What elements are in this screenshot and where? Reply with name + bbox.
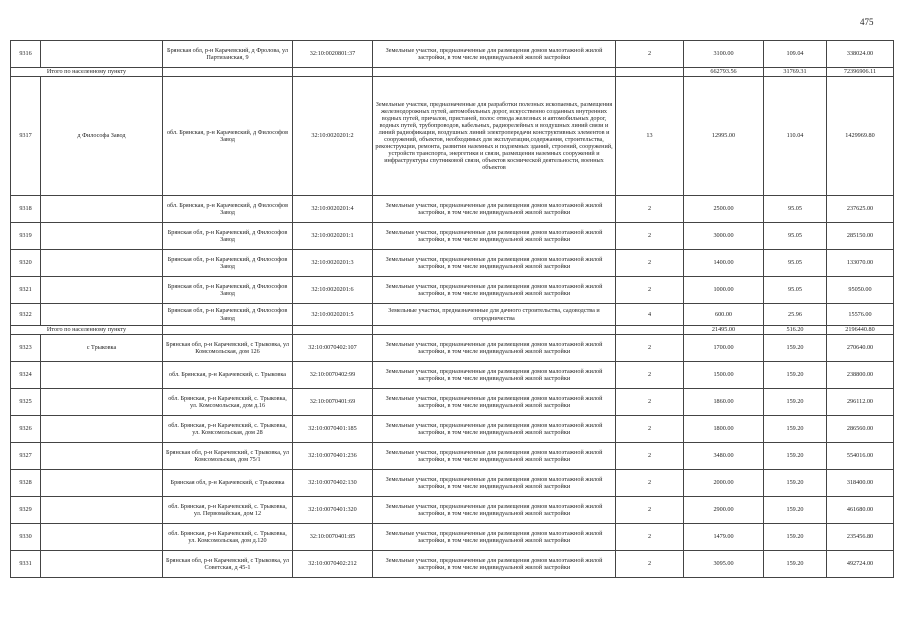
total-area-cell: 21495.00 bbox=[684, 326, 764, 335]
cadastral-number-cell: 32:10:0070401:185 bbox=[293, 416, 373, 443]
table-row bbox=[11, 551, 894, 578]
total-area-cell: 662793.56 bbox=[684, 68, 764, 77]
specific-value-cell: 95.05 bbox=[764, 277, 827, 304]
specific-value-cell: 159.20 bbox=[764, 362, 827, 389]
row-number-cell: 9323 bbox=[11, 335, 41, 362]
land-use-cell: Земельные участки, предназначенные для размещения домов малоэтажной жилой застройки, в том числе индивидуальной жилой застройки bbox=[373, 470, 616, 497]
land-use-cell: Земельные участки, предназначенные для размещения домов малоэтажной жилой застройки, в том числе индивидуальной жилой застройки bbox=[373, 335, 616, 362]
land-use-cell: Земельные участки, предназначенные для размещения домов малоэтажной жилой застройки, в том числе индивидуальной жилой застройки bbox=[373, 389, 616, 416]
land-use-cell: Земельные участки, предназначенные для размещения домов малоэтажной жилой застройки, в том числе индивидуальной жилой застройки bbox=[373, 196, 616, 223]
area-cell: 1000.00 bbox=[684, 277, 764, 304]
use-group-cell: 2 bbox=[616, 497, 684, 524]
use-group-cell: 2 bbox=[616, 41, 684, 68]
use-group-cell: 2 bbox=[616, 389, 684, 416]
use-group-cell: 2 bbox=[616, 196, 684, 223]
cadastral-value-cell: 318400.00 bbox=[827, 470, 894, 497]
specific-value-cell: 159.20 bbox=[764, 443, 827, 470]
cadastral-value-cell: 338024.00 bbox=[827, 41, 894, 68]
land-use-cell: Земельные участки, предназначенные для размещения домов малоэтажной жилой застройки, в том числе индивидуальной жилой застройки bbox=[373, 524, 616, 551]
specific-value-cell: 159.20 bbox=[764, 551, 827, 578]
table-row bbox=[11, 223, 894, 250]
cadastral-value-cell: 133070.00 bbox=[827, 250, 894, 277]
use-group-cell: 4 bbox=[616, 304, 684, 326]
use-group-cell: 2 bbox=[616, 416, 684, 443]
total-rate-cell: 516.20 bbox=[764, 326, 827, 335]
cadastral-number-cell: 32:10:0070402:107 bbox=[293, 335, 373, 362]
page-number: 475 bbox=[860, 17, 874, 27]
address-cell: обл. Брянская, р-н Карачевский, д Философов Завод bbox=[163, 196, 293, 223]
use-group-cell: 2 bbox=[616, 250, 684, 277]
cadastral-number-cell: 32:10:0020201:4 bbox=[293, 196, 373, 223]
use-group-cell: 2 bbox=[616, 470, 684, 497]
table-row bbox=[11, 196, 894, 223]
row-number-cell: 9327 bbox=[11, 443, 41, 470]
address-cell: обл. Брянская, р-н Карачевский, с. Трыковка, ул. Комсомольская, дом д.120 bbox=[163, 524, 293, 551]
table-row bbox=[11, 362, 894, 389]
row-number-cell: 9319 bbox=[11, 223, 41, 250]
cadastral-value-cell: 235456.80 bbox=[827, 524, 894, 551]
land-use-cell: Земельные участки, предназначенные для дачного строительства, садоводства и огородничества bbox=[373, 304, 616, 326]
specific-value-cell: 95.05 bbox=[764, 250, 827, 277]
use-group-cell: 2 bbox=[616, 443, 684, 470]
row-number-cell: 9320 bbox=[11, 250, 41, 277]
address-cell: Брянская обл, р-н Карачевский, с Трыковка, ул Комсомольская, дом 75/1 bbox=[163, 443, 293, 470]
table-body bbox=[11, 41, 894, 578]
row-number-cell: 9317 bbox=[11, 77, 41, 196]
row-number-cell: 9330 bbox=[11, 524, 41, 551]
land-use-cell: Земельные участки, предназначенные для размещения домов малоэтажной жилой застройки, в том числе индивидуальной жилой застройки bbox=[373, 497, 616, 524]
land-use-cell: Земельные участки, предназначенные для размещения домов малоэтажной жилой застройки, в том числе индивидуальной жилой застройки bbox=[373, 416, 616, 443]
use-group-cell: 2 bbox=[616, 551, 684, 578]
row-number-cell: 9321 bbox=[11, 277, 41, 304]
settlement-cell bbox=[41, 41, 163, 68]
cadastral-value-cell: 492724.00 bbox=[827, 551, 894, 578]
table-row bbox=[11, 443, 894, 470]
cadastral-value-cell: 461680.00 bbox=[827, 497, 894, 524]
area-cell: 1800.00 bbox=[684, 416, 764, 443]
empty-cell bbox=[293, 68, 373, 77]
table-row bbox=[11, 277, 894, 304]
table-row bbox=[11, 470, 894, 497]
cadastral-value-cell: 270640.00 bbox=[827, 335, 894, 362]
cadastral-value-cell: 1429969.80 bbox=[827, 77, 894, 196]
cadastral-number-cell: 32:10:0070402:99 bbox=[293, 362, 373, 389]
total-row bbox=[11, 68, 894, 77]
total-value-cell: 72396906.11 bbox=[827, 68, 894, 77]
specific-value-cell: 109.04 bbox=[764, 41, 827, 68]
address-cell: Брянская обл, р-н Карачевский, с Трыковка bbox=[163, 470, 293, 497]
settlement-cell bbox=[41, 497, 163, 524]
land-use-cell: Земельные участки, предназначенные для размещения домов малоэтажной жилой застройки, в том числе индивидуальной жилой застройки bbox=[373, 223, 616, 250]
area-cell: 1400.00 bbox=[684, 250, 764, 277]
specific-value-cell: 25.96 bbox=[764, 304, 827, 326]
address-cell: Брянская обл, р-н Карачевский, д Философов Завод bbox=[163, 277, 293, 304]
row-number-cell: 9322 bbox=[11, 304, 41, 326]
settlement-cell bbox=[41, 389, 163, 416]
area-cell: 1700.00 bbox=[684, 335, 764, 362]
cadastral-number-cell: 32:10:0070401:236 bbox=[293, 443, 373, 470]
total-value-cell: 2196440.80 bbox=[827, 326, 894, 335]
settlement-cell bbox=[41, 443, 163, 470]
table-row bbox=[11, 416, 894, 443]
cadastral-number-cell: 32:10:0070402:130 bbox=[293, 470, 373, 497]
cadastral-value-cell: 238800.00 bbox=[827, 362, 894, 389]
row-number-cell: 9316 bbox=[11, 41, 41, 68]
address-cell: Брянская обл, р-н Карачевский, д Философов Завод bbox=[163, 223, 293, 250]
table-row bbox=[11, 304, 894, 326]
address-cell: Брянская обл, р-н Карачевский, д Философов Завод bbox=[163, 250, 293, 277]
area-cell: 1479.00 bbox=[684, 524, 764, 551]
empty-cell bbox=[616, 68, 684, 77]
address-cell: обл. Брянская, р-н Карачевский, с. Трыковка, ул. Комсомольская, дом д.16 bbox=[163, 389, 293, 416]
address-cell: обл. Брянская, р-н Карачевский, с. Трыковка, ул. Комсомольская, дом 28 bbox=[163, 416, 293, 443]
cadastral-number-cell: 32:10:0020801:37 bbox=[293, 41, 373, 68]
total-rate-cell: 31769.31 bbox=[764, 68, 827, 77]
use-group-cell: 2 bbox=[616, 277, 684, 304]
row-number-cell: 9328 bbox=[11, 470, 41, 497]
cadastral-number-cell: 32:10:0020201:2 bbox=[293, 77, 373, 196]
table-row bbox=[11, 497, 894, 524]
settlement-cell bbox=[41, 524, 163, 551]
cadastral-value-cell: 554016.00 bbox=[827, 443, 894, 470]
settlement-cell bbox=[41, 250, 163, 277]
area-cell: 2900.00 bbox=[684, 497, 764, 524]
use-group-cell: 13 bbox=[616, 77, 684, 196]
settlement-cell bbox=[41, 196, 163, 223]
use-group-cell: 2 bbox=[616, 362, 684, 389]
area-cell: 3100.00 bbox=[684, 41, 764, 68]
settlement-cell bbox=[41, 223, 163, 250]
address-cell: Брянская обл, р-н Карачевский, д Фролова, ул Партизанская, 9 bbox=[163, 41, 293, 68]
specific-value-cell: 159.20 bbox=[764, 389, 827, 416]
settlement-cell: с Трыковка bbox=[41, 335, 163, 362]
cadastral-value-table bbox=[10, 40, 894, 578]
settlement-cell bbox=[41, 304, 163, 326]
cadastral-number-cell: 32:10:0070402:212 bbox=[293, 551, 373, 578]
land-use-cell: Земельные участки, предназначенные для размещения домов малоэтажной жилой застройки, в том числе индивидуальной жилой застройки bbox=[373, 443, 616, 470]
land-use-cell: Земельные участки, предназначенные для размещения домов малоэтажной жилой застройки, в том числе индивидуальной жилой застройки bbox=[373, 362, 616, 389]
use-group-cell: 2 bbox=[616, 524, 684, 551]
settlement-cell bbox=[41, 416, 163, 443]
cadastral-number-cell: 32:10:0070401:85 bbox=[293, 524, 373, 551]
row-number-cell: 9318 bbox=[11, 196, 41, 223]
row-number-cell: 9331 bbox=[11, 551, 41, 578]
area-cell: 3000.00 bbox=[684, 223, 764, 250]
table-row bbox=[11, 524, 894, 551]
land-use-cell: Земельные участки, предназначенные для разработки полезных ископаемых, размещения железнодорожных путей, автомобильных дорог, искусственно созданных внутренних водных путей, причалов, пристаней, полос отвода железных и автомобильных дорог, водных путей, трубопроводов, кабельных, радиорелейных и воздушных линий связи и линий радиофикации, воздушных линий электропередачи конструктивных элементов и сооружений, объектов, необходимых для эксплуатации,содержания, строительства, реконструкции, ремонта, развития наземных и подземных зданий, строений, сооружений, устройств транспорта, энергетики и связи, размещения наземных сооружений и инфраструктуры спутниковой связи, объектов космической деятельности, военных объектов bbox=[373, 77, 616, 196]
area-cell: 2000.00 bbox=[684, 470, 764, 497]
specific-value-cell: 159.20 bbox=[764, 416, 827, 443]
cadastral-value-cell: 237625.00 bbox=[827, 196, 894, 223]
cadastral-number-cell: 32:10:0020201:3 bbox=[293, 250, 373, 277]
settlement-cell bbox=[41, 277, 163, 304]
specific-value-cell: 95.05 bbox=[764, 223, 827, 250]
empty-cell bbox=[293, 326, 373, 335]
address-cell: обл. Брянская, р-н Карачевский, с. Трыковка bbox=[163, 362, 293, 389]
cadastral-number-cell: 32:10:0020201:6 bbox=[293, 277, 373, 304]
empty-cell bbox=[616, 326, 684, 335]
empty-cell bbox=[373, 68, 616, 77]
total-label: Итого по населенному пункту bbox=[11, 326, 163, 335]
settlement-cell: д Философа Завод bbox=[41, 77, 163, 196]
use-group-cell: 2 bbox=[616, 335, 684, 362]
address-cell: Брянская обл, р-н Карачевский, с Трыковка, ул Советская, д 45-1 bbox=[163, 551, 293, 578]
table-row bbox=[11, 41, 894, 68]
row-number-cell: 9324 bbox=[11, 362, 41, 389]
area-cell: 1860.00 bbox=[684, 389, 764, 416]
area-cell: 600.00 bbox=[684, 304, 764, 326]
specific-value-cell: 110.04 bbox=[764, 77, 827, 196]
cadastral-number-cell: 32:10:0020201:5 bbox=[293, 304, 373, 326]
total-row bbox=[11, 326, 894, 335]
area-cell: 3095.00 bbox=[684, 551, 764, 578]
empty-cell bbox=[163, 68, 293, 77]
cadastral-value-cell: 15576.00 bbox=[827, 304, 894, 326]
address-cell: обл. Брянская, р-н Карачевский, с. Трыковка, ул. Первомайская, дом 12 bbox=[163, 497, 293, 524]
settlement-cell bbox=[41, 470, 163, 497]
table-row bbox=[11, 389, 894, 416]
table-row bbox=[11, 250, 894, 277]
land-use-cell: Земельные участки, предназначенные для размещения домов малоэтажной жилой застройки, в том числе индивидуальной жилой застройки bbox=[373, 277, 616, 304]
table-row bbox=[11, 77, 894, 196]
area-cell: 12995.00 bbox=[684, 77, 764, 196]
cadastral-value-cell: 285150.00 bbox=[827, 223, 894, 250]
area-cell: 3480.00 bbox=[684, 443, 764, 470]
settlement-cell bbox=[41, 551, 163, 578]
total-label: Итого по населенному пункту bbox=[11, 68, 163, 77]
address-cell: Брянская обл, р-н Карачевский, д Философов Завод bbox=[163, 304, 293, 326]
empty-cell bbox=[163, 326, 293, 335]
land-use-cell: Земельные участки, предназначенные для размещения домов малоэтажной жилой застройки, в том числе индивидуальной жилой застройки bbox=[373, 551, 616, 578]
address-cell: Брянская обл, р-н Карачевский, с Трыковка, ул Комсомольская, дом 126 bbox=[163, 335, 293, 362]
cadastral-value-cell: 95050.00 bbox=[827, 277, 894, 304]
specific-value-cell: 95.05 bbox=[764, 196, 827, 223]
cadastral-number-cell: 32:10:0070401:69 bbox=[293, 389, 373, 416]
settlement-cell bbox=[41, 362, 163, 389]
cadastral-value-cell: 296112.00 bbox=[827, 389, 894, 416]
cadastral-number-cell: 32:10:0020201:1 bbox=[293, 223, 373, 250]
address-cell: обл. Брянская, р-н Карачевский, д Философов Завод bbox=[163, 77, 293, 196]
specific-value-cell: 159.20 bbox=[764, 470, 827, 497]
use-group-cell: 2 bbox=[616, 223, 684, 250]
empty-cell bbox=[373, 326, 616, 335]
cadastral-value-cell: 286560.00 bbox=[827, 416, 894, 443]
table-row bbox=[11, 335, 894, 362]
row-number-cell: 9326 bbox=[11, 416, 41, 443]
area-cell: 1500.00 bbox=[684, 362, 764, 389]
land-use-cell: Земельные участки, предназначенные для размещения домов малоэтажной жилой застройки, в том числе индивидуальной жилой застройки bbox=[373, 41, 616, 68]
specific-value-cell: 159.20 bbox=[764, 524, 827, 551]
specific-value-cell: 159.20 bbox=[764, 497, 827, 524]
area-cell: 2500.00 bbox=[684, 196, 764, 223]
row-number-cell: 9329 bbox=[11, 497, 41, 524]
specific-value-cell: 159.20 bbox=[764, 335, 827, 362]
land-use-cell: Земельные участки, предназначенные для размещения домов малоэтажной жилой застройки, в том числе индивидуальной жилой застройки bbox=[373, 250, 616, 277]
row-number-cell: 9325 bbox=[11, 389, 41, 416]
cadastral-number-cell: 32:10:0070401:320 bbox=[293, 497, 373, 524]
